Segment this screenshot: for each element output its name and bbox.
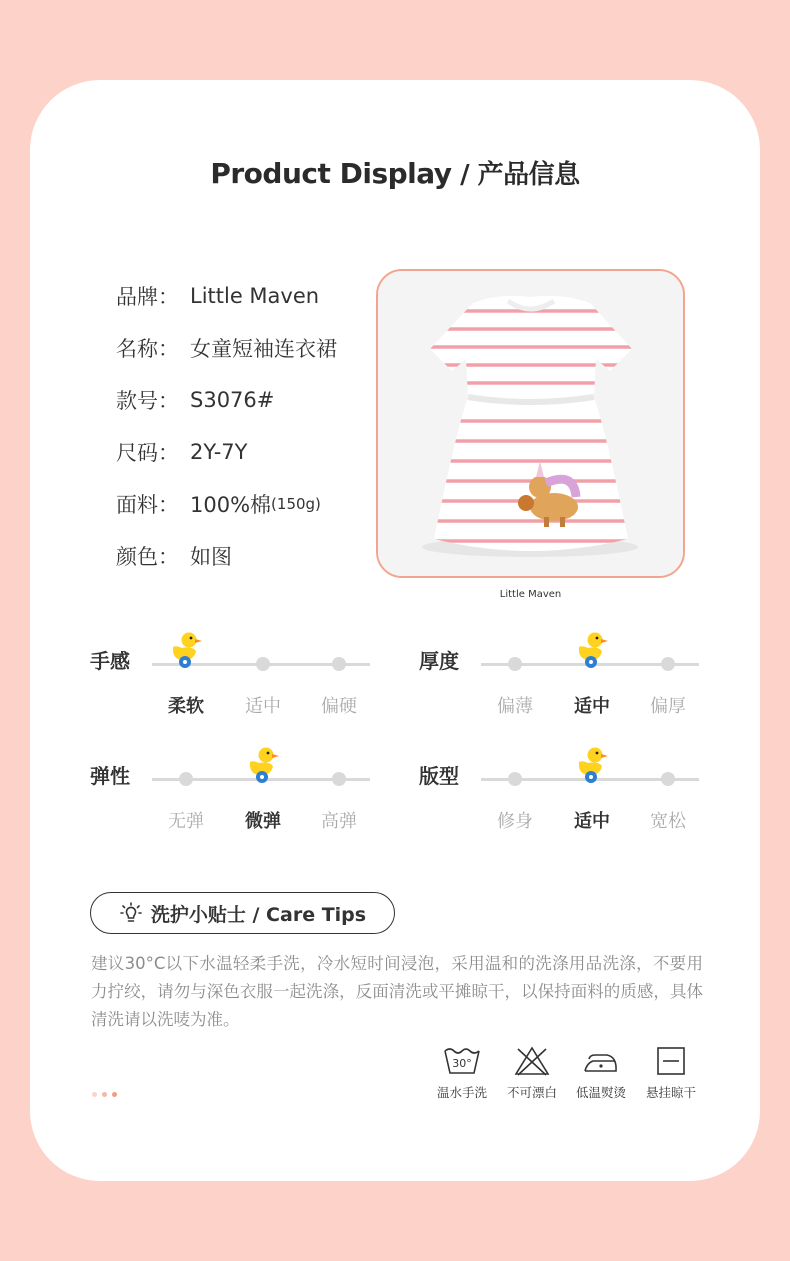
care-tips-pill: 洗护小贴士 / Care Tips [90,892,395,934]
rating-option: 偏薄 [497,696,533,717]
page-title: Product Display / 产品信息 [210,157,580,190]
duck-marker-icon [574,631,610,669]
striped-dress-illustration [378,271,683,576]
page-dot [112,1092,117,1097]
duck-marker-icon [574,746,610,784]
rating-dot [332,772,346,786]
duck-marker-icon [168,631,204,669]
photo-caption: Little Maven [499,589,562,600]
rating-elasticity [90,760,390,840]
rating-label: 手感 [90,649,130,673]
rating-dot [332,657,346,671]
care-item-hand-wash: 30° 温水手洗 [427,1045,497,1101]
rating-option: 偏厚 [650,696,686,717]
spec-row-style-no: 款号： S3076# [116,388,275,413]
rating-option: 适中 [245,696,281,717]
rating-dot [508,657,522,671]
rating-label: 弹性 [90,764,130,788]
spec-row-name: 名称： 女童短袖连衣裙 [116,337,337,361]
svg-text:30°: 30° [452,1057,472,1070]
care-tips-text: 建议30°C以下水温轻柔手洗，冷水短时间浸泡，采用温和的洗涤用品洗涤，不要用力拧绞，请勿与深色衣服一起洗涤，反面清洗或平摊晾干，以保持面料的质感，具体清洗请以洗唛为准。 [91,954,703,1029]
rating-option: 柔软 [168,696,204,717]
rating-fit [419,760,719,840]
rating-label: 厚度 [419,649,459,673]
pagination-dots [92,1092,117,1097]
low-iron-icon [581,1045,621,1077]
rating-dot [256,657,270,671]
spec-row-color: 颜色： 如图 [116,545,232,569]
care-item-no-bleach: 不可漂白 [497,1045,567,1101]
product-photo [376,269,685,578]
duck-marker-icon [245,746,281,784]
care-item-low-iron: 低温熨烫 [566,1045,636,1101]
spec-row-fabric: 面料： 100%棉 (150g) [116,493,321,517]
rating-option: 适中 [574,811,610,832]
hand-wash-30-icon [442,1045,482,1077]
rating-option: 微弹 [245,811,281,832]
rating-hand-feel [90,645,390,725]
spec-row-brand: 品牌： Little Maven [116,284,320,309]
spec-list [116,270,337,582]
no-bleach-icon [512,1045,552,1077]
hang-dry-icon [651,1045,691,1077]
spec-row-size: 尺码： 2Y-7Y [116,440,248,465]
rating-option: 适中 [574,696,610,717]
rating-option: 修身 [497,811,533,832]
rating-option: 宽松 [650,811,686,832]
page-dot [92,1092,97,1097]
rating-thickness [419,645,719,725]
rating-dot [179,772,193,786]
rating-option: 高弹 [321,811,357,832]
rating-dot [508,772,522,786]
page-dot [102,1092,107,1097]
rating-dot [661,657,675,671]
lightbulb-icon [119,901,143,925]
rating-option: 偏硬 [321,696,357,717]
rating-dot [661,772,675,786]
care-item-hang-dry: 悬挂晾干 [636,1045,706,1101]
rating-label: 版型 [419,764,459,788]
rating-option: 无弹 [168,811,204,832]
